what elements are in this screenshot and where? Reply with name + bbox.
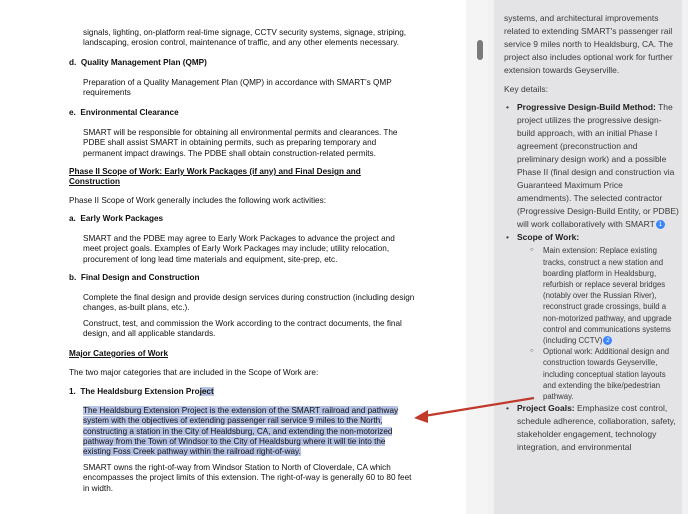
sub-item-optional-work: ○ Optional work: Additional design and construction towards Geyserville, including conceptual station layouts and extending the bike/pedestrian pathway. xyxy=(517,346,679,402)
paragraph-final-design-2: Construct, test, and commission the Work according to the contract documents, the final design, and all applicable standards. xyxy=(83,319,402,339)
heading-phase2: Phase II Scope of Work: Early Work Packages (if any) and Final Design and Construction xyxy=(69,167,361,187)
citation-badge[interactable]: 2 xyxy=(603,336,612,345)
heading-healdsburg-text: 1. The Healdsburg Extension Pro xyxy=(69,387,200,396)
assistant-intro: systems, and architectural improvements related to extending SMART's passenger rail service 9 miles north to Healdsburg, CA. The project also includes optional work for further extension towards Geyserville. xyxy=(504,13,673,75)
paragraph-right-of-way: SMART owns the right-of-way from Windsor Station to North of Cloverdale, CA which encompasses the project limits of this extension. The right-of-way is generally 60 to 80 feet in width. xyxy=(83,463,412,493)
heading-early-work: a. Early Work Packages xyxy=(69,214,164,223)
goals-label: Project Goals: xyxy=(517,403,575,414)
paragraph-environmental: SMART will be responsible for obtaining all environmental permits and clearances. The PDBE shall assist SMART in obtaining permits, such as preparing temporary and permanent impact drawings. The PDBE shall obtain construction-related permits. xyxy=(83,128,398,158)
heading-major-categories: Major Categories of Work xyxy=(69,349,169,358)
main-extension-text: Main extension: Replace existing tracks, construct a new station and boarding platform in Healdsburg, refurbish or replace several bridges (notably over the Russian River), reconstruct grade crossings, build a non-motorized pathway, and upgrade control and communications systems (including CCTV) xyxy=(543,246,672,346)
key-details-label: Key details: xyxy=(504,83,548,94)
scope-label: Scope of Work: xyxy=(517,231,580,242)
heading-healdsburg-selected[interactable]: ject xyxy=(199,387,214,396)
goals-text: Emphasize cost control, schedule adherence, collaboration, safety, stakeholder engagement, technology integration, and environmental xyxy=(517,403,676,452)
paragraph-early-work: SMART and the PDBE may agree to Early Work Packages to advance the project and meet project goals. Examples of Early Work Packages may include; utility relocation, procurement of long lead time materials and equipment, site-prep, etc. xyxy=(83,234,395,264)
selected-text[interactable]: The Healdsburg Extension Project is the extension of the SMART railroad and pathway system with the objectives of extending passenger rail service 9 miles to the North, constructing a station in the City of Healdsburg, CA, and extending the non-motorized pathway from the Town of Windsor to the City of Healdsburg where it will tie into the existing Foss Creek pathway within the railroad right-of-way. xyxy=(83,406,399,457)
paragraph-qmp: Preparation of a Quality Management Plan (QMP) in accordance with SMART’s QMP requirements xyxy=(83,78,392,98)
pdb-text: The project utilizes the progressive design-build approach, with an initial Phase I agreement (preconstruction and preliminary design work) and a possible Phase II (final design and construction via Guaranteed Maximum Price amendments). The selected contractor (Progressive Design-Build Entity, or PDBE) will work collaboratively with SMART xyxy=(517,102,679,229)
heading-final-design: b. Final Design and Construction xyxy=(69,273,200,282)
arrow-head xyxy=(414,410,428,423)
paragraph-major-categories: The two major categories that are included in the Scope of Work are: xyxy=(69,368,319,377)
heading-environmental: e. Environmental Clearance xyxy=(69,108,179,117)
arrow-line xyxy=(424,398,534,416)
heading-qmp: d. Quality Management Plan (QMP) xyxy=(69,58,207,67)
paragraph-phase2: Phase II Scope of Work generally includes the following work activities: xyxy=(69,196,326,205)
paragraph-final-design-1: Complete the final design and provide design services during construction (including design changes, as-built plans, etc.). xyxy=(83,293,415,313)
pdb-label: Progressive Design-Build Method: xyxy=(517,102,656,113)
paragraph-signals: signals, lighting, on-platform real-time signage, CCTV security systems, signage, striping, landscaping, erosion control, maintenance of traffic, and any other elements necessary. xyxy=(83,28,407,48)
citation-badge[interactable]: 1 xyxy=(656,220,665,229)
